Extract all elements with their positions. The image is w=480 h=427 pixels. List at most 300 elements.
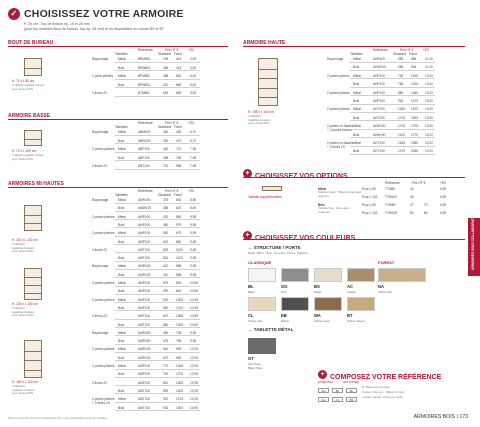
swatch-name: Chêne noyer [314, 319, 331, 323]
col-header-tablettes: Tablettes [115, 193, 128, 197]
row-label: 2 tiroirs 2V [92, 380, 108, 385]
row-material: Bois [118, 239, 125, 244]
side-category-tab[interactable]: ARMOIRES BOIS COLLABORATION [468, 218, 480, 276]
row-price-std: 385 [163, 206, 169, 211]
row-eco: 13,00 [425, 124, 433, 129]
row-price-std: 710 [163, 164, 169, 168]
row-price-std: 730 [398, 73, 404, 78]
row-price-fix: 750 [176, 155, 182, 160]
option-ref: TTW100 [385, 211, 398, 215]
structure-desc: Métal : Blanc / Bois : Structure, Portes, Tablettes [248, 251, 308, 255]
row-price-fix: 1105 [176, 256, 183, 261]
row-price-fix: 585 [176, 264, 182, 269]
color-swatch-bt[interactable] [347, 297, 375, 311]
row-label: 2 tiroirs 2V [92, 164, 108, 168]
check-icon: ✓ [8, 8, 20, 20]
swatch-name: Acacia [347, 290, 356, 294]
row-ref: AMP100 [138, 289, 151, 294]
swatch-name: Gris [281, 290, 287, 294]
ref-pill: BS [346, 397, 357, 402]
option-size: Pour L 80 [362, 187, 376, 191]
row-price-std: 410 [163, 272, 169, 277]
row-eco: 11,00 [425, 65, 433, 70]
row-label: Rayonnage [92, 130, 109, 134]
row-price-std: 375 [163, 198, 169, 202]
row-material: Métal [118, 130, 126, 134]
row-material: Métal [118, 347, 126, 352]
row-price-fix: 560 [176, 82, 182, 87]
row-price-std: 420 [163, 214, 169, 219]
row-price-fix: 710 [176, 147, 182, 151]
row-price-fix: 1450 [411, 90, 419, 95]
row-material: Bois [118, 305, 125, 310]
row-price-fix: 735 [176, 330, 182, 335]
swatch-name: Chêne clair [378, 290, 393, 294]
row-ref: BPM80L [138, 74, 151, 78]
row-price-std: 910 [163, 397, 169, 402]
row-material: Bois [118, 82, 125, 87]
col-header-standard: Standard [158, 125, 171, 129]
row-ref: BRW80L [138, 65, 151, 70]
row-ref: BRM80L [138, 57, 151, 61]
cabinet-caption-note: 2 tablettes réglables incluses pour version DIN [12, 242, 35, 253]
row-label: 1 tiroirs 2V [92, 91, 108, 95]
color-swatch-gt[interactable] [248, 338, 276, 354]
row-eco: 13,00 [425, 115, 433, 120]
row-eco: 6,70 [190, 130, 197, 134]
row-price-fix: 1010 [176, 305, 184, 310]
cabinet-caption-note: 1 tablette réglable incluse pour version DIN [12, 83, 44, 91]
row-price-std: 585 [398, 65, 404, 70]
option-eco: 0,50 [440, 211, 447, 215]
col-header-eco: +ÉC [188, 48, 195, 52]
col-header-ref: Référence [138, 121, 153, 125]
row-price-fix: 1305 [176, 380, 184, 385]
color-swatch-bl[interactable] [248, 268, 276, 282]
plus-icon: + [318, 370, 327, 379]
swatch-name: Chêne naturel [347, 319, 365, 323]
row-price-fix: 840 [176, 289, 182, 294]
option-eco: 0,50 [440, 187, 447, 191]
option-price: 50 [410, 211, 414, 215]
row-material: Métal [118, 297, 126, 302]
row-price-std: 630 [163, 297, 169, 302]
row-price-fix: 1570 [411, 107, 419, 112]
col-header-tablettes: Tablettes [115, 125, 128, 129]
row-price-std: 825 [163, 247, 169, 252]
row-price-fix: 2035 [411, 149, 419, 154]
row-price-std: 1100 [398, 132, 405, 137]
row-price-std: 880 [163, 322, 169, 327]
row-price-std: 388 [163, 74, 169, 78]
optional-label: OPTIONNEL [343, 380, 360, 384]
row-material: Métal [118, 147, 126, 151]
row-eco: 6,70 [190, 138, 197, 143]
row-eco: 5,00 [190, 91, 197, 95]
row-eco: 9,95 [190, 256, 197, 261]
row-eco: 4,00 [190, 57, 197, 61]
row-material: Bois [118, 405, 125, 410]
row-ref: AMP100 [138, 214, 151, 219]
row-price-std: 880 [398, 90, 404, 95]
row-price-std: 870 [163, 314, 169, 319]
row-price-fix: 850 [176, 91, 182, 95]
row-label: 2 portes pleines [327, 73, 350, 78]
row-price-fix: 1195 [411, 73, 418, 78]
row-eco: 7,95 [190, 147, 197, 151]
option-ref: TTW80 [385, 203, 396, 207]
swatch-code: GG [281, 284, 288, 289]
row-ref: ABP100 [138, 147, 150, 151]
row-label: 2 portes pleines [92, 281, 115, 285]
col-header-fixed: Fixed [174, 52, 182, 56]
row-eco: 9,95 [190, 264, 197, 269]
col-header-eco: +ÉC [188, 121, 195, 125]
structure-heading: → STRUCTURE / PORTE [248, 245, 301, 250]
row-price-std: 410 [163, 264, 169, 269]
section-armoire-basse: ARMOIRE BASSE [8, 113, 51, 119]
row-ref: AHT100 [373, 115, 385, 120]
row-eco: 10,95 [190, 314, 198, 319]
plus-icon: + [243, 169, 252, 178]
option-ref: TTM100 [385, 195, 397, 199]
row-label: 2 portes pleines [327, 90, 350, 95]
row-material: Bois [353, 82, 360, 87]
row-eco: 13,00 [425, 82, 433, 87]
row-price-fix: 1045 [176, 364, 184, 368]
row-price-fix: 885 [411, 57, 417, 61]
row-price-fix: 1770 [411, 132, 419, 137]
ref-note-3: Couleur façade : Portes ou tiroirs [362, 395, 403, 399]
row-material: Métal [353, 107, 361, 112]
row-eco: 9,95 [190, 272, 197, 277]
col-header-price: Prix HT € [165, 121, 179, 125]
row-material: Bois [118, 155, 125, 160]
row-price-std: 475 [163, 339, 169, 344]
row-ref: AMT100 [138, 247, 151, 252]
option-price-fix: 70 [424, 203, 428, 207]
row-eco: 8,50 [190, 206, 197, 211]
row-price-fix: 800 [176, 281, 182, 285]
row-price-fix: 1980 [411, 141, 419, 145]
option-price: 47 [410, 203, 414, 207]
row-price-std: 1075 [398, 115, 406, 120]
row-price-std: 590 [163, 289, 169, 294]
row-material: Bois [118, 256, 125, 261]
cabinet-caption-note: 3 tablettes réglables incluses pour version DIN [12, 306, 35, 317]
option-size: Pour L 100 [362, 211, 378, 215]
row-price-std: 640 [163, 347, 169, 352]
row-material: Bois [118, 65, 125, 70]
swatch-name: Chêne clair [248, 319, 263, 323]
row-material: Métal [118, 281, 126, 285]
row-ref: AMR100 [138, 198, 151, 202]
row-price-std: 1000 [398, 107, 406, 112]
swatch-name: Blanc [248, 290, 255, 294]
row-material: Métal [118, 214, 126, 219]
color-swatch-cl[interactable] [248, 297, 276, 311]
row-material: Bois [118, 206, 125, 211]
ref-note-1: N° Référence de base [362, 385, 390, 389]
cabinet-caption-note: 4 tablettes réglables incluses pour version DIN [248, 114, 271, 125]
row-ref: AHW100 [373, 65, 386, 70]
row-label: 2 portes pleines [92, 147, 115, 151]
swatch-name: Ébène [281, 319, 290, 323]
row-ref: AMP100 [138, 239, 151, 244]
row-price-fix: 415 [176, 65, 182, 70]
row-label: Rayonnage [92, 330, 109, 335]
row-price-std: 350 [163, 130, 169, 134]
color-swatch-ac[interactable] [347, 268, 375, 282]
row-eco: 13,00 [425, 99, 433, 103]
col-header-price: Prix HT € [400, 48, 414, 52]
row-price-std: 410 [163, 82, 169, 87]
row-eco: 13,00 [425, 141, 433, 145]
row-price-fix: 990 [176, 355, 182, 360]
ref-pill: BL [332, 388, 343, 393]
row-label: 2 tiroirs 2V [92, 314, 108, 319]
row-material: Bois [118, 355, 125, 360]
col-header-eco: +ÉC [188, 189, 195, 193]
page-footer: ARMOIRES BOIS | 173 [413, 414, 468, 420]
row-material: Métal [118, 198, 126, 202]
row-material: Métal [353, 57, 361, 61]
row-label: Rayonnage [327, 57, 344, 61]
row-price-fix: 985 [176, 164, 182, 168]
row-eco: 9,95 [190, 330, 197, 335]
col-header-price: Prix HT € [412, 181, 426, 185]
row-price-std: 830 [163, 256, 169, 261]
row-eco: 7,95 [190, 155, 197, 160]
row-eco: 12,95 [190, 355, 198, 360]
option-note: Tablette bois : livrée avec 4 taquets [318, 206, 350, 214]
section-bout-de-bureau: BOUT DE BUREAU [8, 40, 54, 46]
row-ref: AMW100 [138, 206, 152, 211]
row-material: Bois [353, 99, 360, 103]
swatch-code: BL [248, 284, 254, 289]
row-ref: AHM100 [373, 132, 386, 137]
col-header-price: Prix HT € [165, 189, 179, 193]
ref-pill: AH [318, 388, 329, 393]
swatch-code: NA [378, 284, 385, 289]
row-price-std: 575 [163, 281, 169, 285]
row-eco: 10,95 [190, 322, 198, 327]
row-label: 2 portes pleines [327, 107, 350, 112]
row-eco: 13,00 [425, 132, 433, 137]
option-ref: TTM80 [385, 187, 396, 191]
forest-label: FOREST [378, 260, 395, 265]
row-eco: 9,95 [190, 247, 197, 252]
row-ref: AMT100 [138, 256, 151, 261]
plus-icon: + [243, 231, 252, 240]
row-price-fix: 1075 [176, 372, 184, 377]
row-price-std: 930 [163, 405, 169, 410]
row-material: Bois [118, 222, 125, 227]
swatch-name: Gris Tissé Blanc Tissé [248, 362, 263, 370]
row-ref: AHT100 [373, 141, 385, 145]
row-ref: AMP100 [138, 231, 151, 236]
row-material: Bois [118, 372, 125, 377]
row-price-fix: 1225 [411, 82, 419, 87]
row-price-std: 1465 [398, 141, 406, 145]
row-eco: 10,95 [190, 281, 198, 285]
row-price-std: 650 [163, 305, 169, 310]
row-price-std: 485 [163, 155, 169, 160]
row-label: 2 portes mi-hautes + 2 portes basses [327, 124, 354, 133]
row-eco: 5,00 [190, 74, 197, 78]
col-header-eco: +ÉC [440, 181, 447, 185]
cabinet-caption-note: 3 tablettes réglables incluses pour version DIN [12, 384, 35, 395]
ref-note-2: Couleur structure : (Métal ou bois) [362, 390, 405, 394]
row-label: 2 portes pleines [92, 347, 115, 352]
ref-pill: CL [332, 397, 343, 402]
row-material: Bois [118, 272, 125, 277]
ref-pill: AH [318, 397, 329, 402]
option-price: 45 [410, 195, 414, 199]
row-eco: 10,95 [190, 297, 198, 302]
row-label: 2 portes pleines [92, 231, 115, 236]
option-eco: 0,50 [440, 195, 447, 199]
row-ref: AHT100 [373, 149, 385, 154]
row-ref: AHP100 [373, 73, 385, 78]
header-note-1: P. 20 cm : Top de finition ép. 19 et 25 mm [24, 22, 90, 26]
row-label: Rayonnage [92, 57, 109, 61]
row-ref: AMP100 [138, 364, 151, 368]
row-material: Métal [353, 124, 361, 129]
row-ref: AMP100 [138, 372, 151, 377]
reference-heading: + COMPOSEZ VOTRE RÉFÉRENCE [318, 366, 441, 384]
color-swatch-na[interactable] [378, 268, 426, 282]
row-ref: AMR100 [138, 355, 151, 360]
row-label: Rayonnage [92, 264, 109, 269]
row-eco: 8,50 [190, 198, 197, 202]
row-eco: 14,95 [190, 397, 198, 402]
row-ref: AMT100 [138, 397, 151, 402]
row-price-std: 390 [163, 138, 169, 143]
row-eco: 12,95 [190, 364, 198, 368]
row-eco: 12,95 [190, 347, 198, 352]
col-header-standard: Standard [393, 52, 406, 56]
row-ref: AMP100 [138, 297, 151, 302]
option-size: Pour L 80 [362, 203, 376, 207]
row-ref: AHM100 [373, 124, 386, 129]
row-eco: 9,95 [190, 222, 197, 227]
essential-label: ESSENTIEL [318, 380, 334, 384]
row-price-fix: 1385 [176, 314, 184, 319]
row-price-fix: 1100 [176, 247, 183, 252]
row-material: Métal [353, 141, 361, 145]
row-ref: AMR100 [138, 330, 151, 335]
option-material: Bois [318, 203, 325, 207]
row-eco: 10,95 [190, 289, 198, 294]
col-header-tablettes: Tablettes [115, 52, 128, 56]
row-eco: 13,00 [425, 73, 433, 78]
row-price-fix: 430 [176, 130, 182, 134]
col-header-fixed: Fixed [174, 125, 182, 129]
row-label: 2 portes mi-hautes + 2 tiroirs 2V [327, 141, 354, 149]
row-ref: AMP100 [138, 305, 151, 310]
row-material: Métal [118, 330, 126, 335]
row-price-fix: 975 [176, 222, 182, 227]
row-price-std: 440 [163, 147, 169, 151]
row-price-std: 765 [398, 82, 404, 87]
row-label: 1 porte pleines [92, 74, 113, 78]
row-price-fix: 860 [176, 214, 182, 219]
row-material: Bois [118, 138, 125, 143]
row-material: Bois [118, 388, 125, 393]
option-size: Pour L 100 [362, 195, 378, 199]
cabinet-caption: H. 198 x L 100 cm [248, 110, 274, 114]
cabinet-caption: H. 71 x L 80 cm [12, 79, 35, 83]
cabinet-caption: H. 110 x L 100 cm [12, 238, 38, 242]
row-price-fix: 600 [176, 198, 182, 202]
col-header-ref: Référence [138, 48, 153, 52]
row-eco: 11,00 [425, 57, 433, 61]
cabinet-caption: H. 160 x L 100 cm [12, 380, 38, 384]
row-eco: 13,00 [425, 107, 433, 112]
col-header-ref: Référence [385, 181, 400, 185]
color-swatch-bs[interactable] [314, 268, 342, 282]
row-eco: 12,95 [190, 372, 198, 377]
row-price-std: 770 [163, 364, 169, 368]
row-eco: 9,95 [190, 214, 197, 219]
row-material: Bois [353, 149, 360, 154]
col-header-ref: Référence [373, 48, 388, 52]
col-header-fixed: Fixed [174, 193, 182, 197]
option-eco: 0,50 [440, 203, 447, 207]
col-header-tablettes: Tablettes [350, 52, 363, 56]
option-price: 42 [410, 187, 414, 191]
swatch-name: Beige [314, 290, 322, 294]
row-price-fix: 415 [176, 57, 182, 61]
color-swatch-wa[interactable] [314, 297, 342, 311]
option-price-fix: 80 [424, 211, 428, 215]
row-price-std: 480 [163, 222, 169, 227]
row-price-fix: 1625 [411, 115, 419, 120]
color-swatch-eb[interactable] [281, 297, 309, 311]
row-eco: 10,95 [190, 305, 198, 310]
section-armoires-mi-hautes: ARMOIRES MI HAUTES [8, 181, 64, 187]
row-material: Bois [353, 65, 360, 70]
row-price-fix: 945 [411, 65, 417, 70]
row-ref: ABM100 [138, 130, 151, 134]
row-price-fix: 675 [176, 231, 182, 236]
col-header-standard: Standard [158, 193, 171, 197]
row-material: Métal [118, 74, 126, 78]
row-eco: 5,00 [190, 82, 197, 87]
row-ref: AHT100 [373, 107, 385, 112]
row-ref: AMP100 [138, 380, 151, 385]
row-material: Métal [118, 364, 126, 368]
cabinet-caption: H. 72 x L 100 cm [12, 149, 36, 153]
row-ref: AMT100 [138, 314, 151, 319]
row-price-fix: 1500 [176, 405, 184, 410]
row-price-fix: 1390 [176, 322, 184, 327]
row-price-std: 1475 [398, 149, 406, 154]
row-eco: 7,95 [190, 164, 197, 168]
swatch-code: EB [281, 313, 287, 318]
row-price-std: 1075 [398, 124, 406, 129]
row-ref: AHP100 [373, 82, 385, 87]
color-swatch-gg[interactable] [281, 268, 309, 282]
row-eco: 9,95 [190, 339, 197, 344]
row-price-fix: 990 [176, 347, 182, 352]
row-ref: ABW100 [138, 138, 151, 143]
row-price-std: 266 [163, 65, 169, 70]
cabinet-caption-note: 1 tablette réglable incluse pour version DIN [12, 153, 44, 161]
classique-label: CLASSIQUE [248, 260, 272, 265]
row-ref: AMT100 [138, 322, 151, 327]
